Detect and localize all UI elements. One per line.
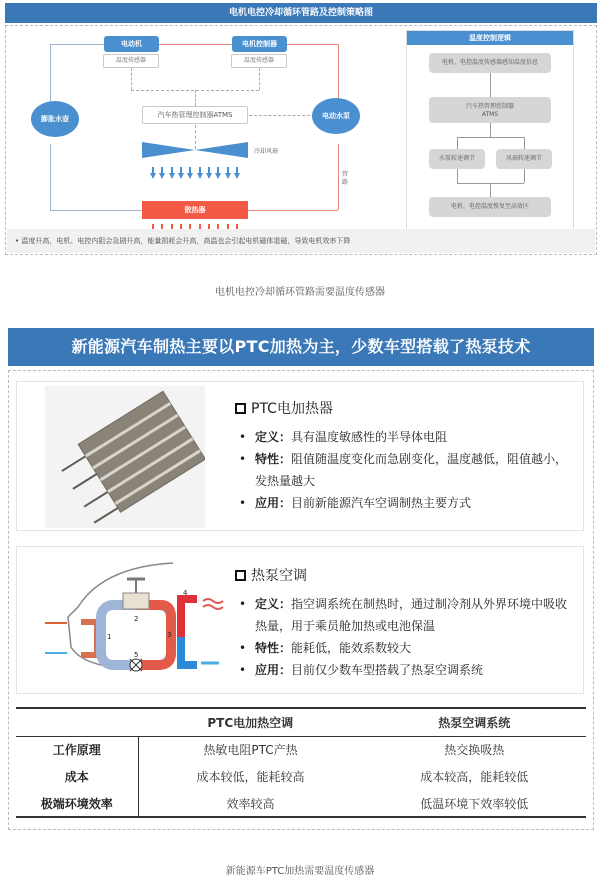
figure1-frame bbox=[5, 25, 597, 255]
figure2-caption: 新能源车PTC加热需要温度传感器 bbox=[225, 866, 375, 877]
svg-text:4: 4 bbox=[183, 589, 188, 597]
table-cell: 效率较高 bbox=[138, 790, 363, 817]
logic-branch bbox=[457, 137, 524, 138]
cooling-circuit-figure bbox=[5, 3, 597, 255]
pipe-label: 管路 bbox=[342, 171, 349, 186]
bullet-label: 特性： bbox=[255, 452, 292, 466]
pipe-left-top bbox=[50, 44, 104, 45]
bullet-dot-icon: • bbox=[239, 496, 247, 510]
svg-text:3: 3 bbox=[167, 631, 172, 639]
atms-node: 汽车热管理控制器ATMS bbox=[142, 106, 248, 124]
bullet-text: 目前仅少数车型搭载了热泵空调系统 bbox=[291, 663, 484, 677]
bullet-label: 定义： bbox=[255, 430, 292, 444]
figure2-title: 新能源汽车制热主要以PTC加热为主，少数车型搭载了热泵技术 bbox=[8, 328, 594, 366]
ptc-heater-title: PTC电加热器 bbox=[251, 401, 333, 417]
heat-pump-card bbox=[16, 546, 584, 694]
bullet-dot-icon: • bbox=[239, 641, 247, 655]
bullet-dot-icon: • bbox=[239, 430, 247, 444]
table-header-empty bbox=[16, 708, 138, 736]
logic-arrow-2 bbox=[490, 123, 491, 137]
hp-bullet-property bbox=[235, 637, 575, 659]
logic-branch-r bbox=[524, 137, 525, 149]
pipe-top-red bbox=[156, 44, 236, 45]
heat-pump-heading bbox=[235, 565, 575, 585]
table-cell: 成本较高，能耗较低 bbox=[420, 770, 529, 784]
square-bullet-icon bbox=[235, 570, 246, 581]
heat-pump-text bbox=[235, 565, 575, 681]
logic-panel-title: 温度控制逻辑 bbox=[407, 31, 573, 45]
control-line-2 bbox=[259, 68, 260, 90]
pipe-left-lower bbox=[50, 144, 51, 210]
table-cell: 热交换吸热 bbox=[444, 743, 505, 758]
pipe-right-top bbox=[286, 44, 338, 45]
logic-merge-r bbox=[524, 169, 525, 183]
controller-sensor-node: 温度传感器 bbox=[231, 54, 287, 68]
control-line-4 bbox=[195, 90, 196, 106]
logic-step-atms bbox=[429, 97, 551, 123]
logic-merge-l bbox=[457, 169, 458, 183]
row-header: 成本 bbox=[16, 763, 138, 790]
figure1-caption: 电机电控冷却循环管路需要温度传感器 bbox=[215, 287, 385, 298]
table-header-heatpump: 热泵空调系统 bbox=[363, 708, 586, 736]
table-row bbox=[16, 790, 586, 817]
bullet-text: 目前新能源汽车空调制热主要方式 bbox=[291, 496, 472, 510]
control-line-6 bbox=[249, 115, 315, 116]
ptc-bullet-application bbox=[235, 492, 575, 514]
pipe-left-bottom bbox=[50, 210, 142, 211]
logic-step-recover: 电机、电控温度恢复至高效区 bbox=[429, 197, 551, 217]
ptc-heater-card bbox=[16, 381, 584, 531]
bullet-dot-icon: • bbox=[239, 663, 247, 677]
bullet-label: 应用： bbox=[255, 496, 292, 510]
ptc-bullet-property bbox=[235, 448, 575, 492]
pipe-left-vertical bbox=[50, 44, 51, 110]
logic-step-pump: 水泵转速调节 bbox=[429, 149, 485, 169]
bullet-dot-icon: • bbox=[239, 597, 247, 611]
bullet-text: 指空调系统在制热时，通过制冷剂从外界环境中吸收热量，用于乘员舱加热或电池保温 bbox=[255, 597, 568, 633]
table-row bbox=[16, 736, 586, 763]
ptc-heater-icon bbox=[45, 386, 205, 528]
expansion-tank-node: 膨胀水壶 bbox=[31, 101, 79, 137]
ptc-heater-text bbox=[235, 398, 575, 514]
logic-step-atms-line2: ATMS bbox=[481, 111, 499, 118]
pipe-right-lower bbox=[338, 144, 339, 210]
figure1-title: 电机电控冷却循环管路及控制策略图 bbox=[5, 3, 597, 23]
ptc-heater-image bbox=[45, 386, 205, 528]
svg-text:5: 5 bbox=[134, 651, 139, 659]
radiator-node: 散热器 bbox=[142, 201, 248, 219]
table-header-row bbox=[16, 708, 586, 736]
table-header-ptc: PTC电加热空调 bbox=[138, 708, 363, 736]
logic-step-fan: 风扇转速调节 bbox=[496, 149, 552, 169]
svg-text:2: 2 bbox=[134, 615, 139, 623]
motor-sensor-node: 温度传感器 bbox=[103, 54, 159, 68]
heat-pump-diagram bbox=[23, 557, 233, 687]
heat-pump-cycle-icon bbox=[23, 557, 233, 687]
motor-node: 电动机 bbox=[104, 36, 159, 52]
cooling-fan-label: 冷却风扇 bbox=[254, 148, 279, 155]
row-header: 工作原理 bbox=[16, 736, 138, 763]
table-cell: 热敏电阻PTC产热 bbox=[203, 743, 298, 758]
heat-pump-title: 热泵空调 bbox=[251, 568, 307, 584]
bullet-dot-icon: • bbox=[239, 452, 247, 466]
bullet-text: 阻值随温度变化而急剧变化，温度越低，阻值越小，发热量越大 bbox=[255, 452, 568, 488]
logic-step-atms-line1: 汽车热管理控制器 bbox=[465, 103, 514, 110]
table-cell: 低温环境下效率较低 bbox=[363, 790, 586, 817]
row-header: 极端环境效率 bbox=[16, 790, 138, 817]
figure1-note: • 温度升高，电机、电控内阻会急剧升高，能量损耗会升高，高温也会引起电机磁体退磁，导致电机效率下降 bbox=[7, 229, 595, 253]
table-cell: 成本较低，能耗较高 bbox=[196, 770, 305, 784]
bullet-label: 特性： bbox=[255, 641, 292, 655]
bullet-text: 能耗低，能效系数较大 bbox=[291, 641, 412, 655]
control-line-1 bbox=[131, 68, 132, 90]
bullet-label: 定义： bbox=[255, 597, 292, 611]
pipe-bottom-red bbox=[243, 210, 338, 211]
cooling-fan-icon bbox=[142, 142, 248, 158]
table-row bbox=[16, 763, 586, 790]
logic-branch-l bbox=[457, 137, 458, 149]
motor-controller-node: 电机控制器 bbox=[232, 36, 287, 52]
electric-pump-node: 电动水泵 bbox=[312, 98, 360, 134]
cool-air-arrows bbox=[150, 167, 240, 179]
ptc-bullet-definition bbox=[235, 426, 575, 448]
hp-bullet-definition bbox=[235, 593, 575, 637]
bullet-label: 应用： bbox=[255, 663, 292, 677]
temperature-logic-panel bbox=[406, 30, 574, 233]
ptc-heater-heading bbox=[235, 398, 575, 418]
bullet-text: 具有温度敏感性的半导体电阻 bbox=[291, 430, 448, 444]
logic-arrow-1 bbox=[490, 73, 491, 97]
logic-step-sense: 电机、电控温度传感器感知温度信息 bbox=[429, 53, 551, 73]
hp-bullet-application bbox=[235, 659, 575, 681]
comparison-table bbox=[16, 707, 586, 818]
square-bullet-icon bbox=[235, 403, 246, 414]
logic-arrow-3 bbox=[490, 183, 491, 197]
svg-text:1: 1 bbox=[107, 633, 112, 641]
